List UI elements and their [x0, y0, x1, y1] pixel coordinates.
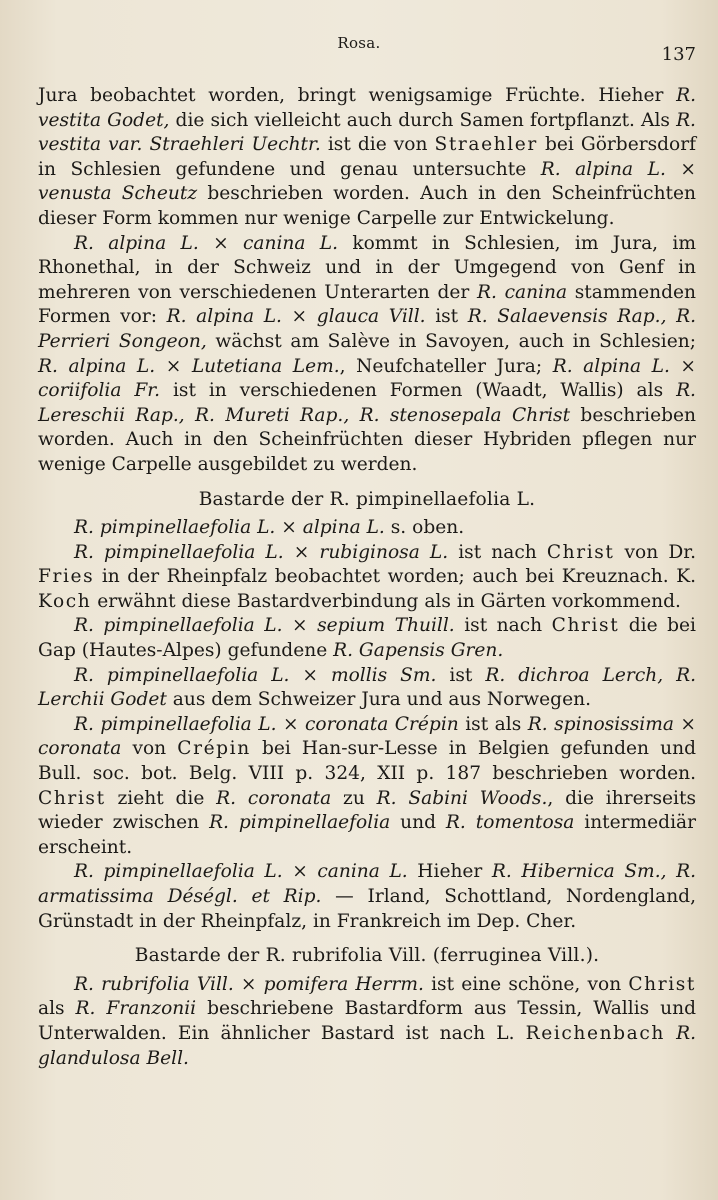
- taxon-name: R. vestita var. Straehleri Uechtr.: [38, 109, 696, 156]
- taxon-name: R. Lereschii Rap., R. Mureti Rap., R. stenosepala Christ: [38, 380, 696, 426]
- taxon-name: R. alpina L. × Lutetiana Lem.: [38, 355, 340, 377]
- text: Hieher: [407, 861, 492, 883]
- page-number: 137: [661, 44, 696, 65]
- author-name: Crépin: [177, 738, 251, 760]
- text: stammenden Formen vor:: [38, 281, 696, 328]
- text: aus dem Schweizer Jura und aus Norwegen.: [166, 689, 591, 711]
- taxon-name: R. tomentosa: [445, 812, 575, 834]
- taxon-name: R. Hibernica Sm., R. armatissima Déségl. et Rip.: [38, 861, 696, 907]
- text: [665, 1023, 676, 1044]
- taxon-name: R. alpina L. × canina L.: [74, 232, 339, 254]
- taxon-name: R. Gapensis Gren.: [333, 640, 504, 662]
- taxon-name: R. Franzonii: [75, 998, 197, 1020]
- text: zieht die: [105, 787, 217, 809]
- text: als: [38, 998, 76, 1020]
- running-head: Rosa.: [337, 34, 381, 52]
- text: beschrieben worden. Auch in den Scheinfrüchten dieser Form kommen nur wenige Carpelle zur Entwickelung.: [38, 183, 697, 229]
- taxon-name: R. glandulosa Bell.: [38, 1022, 696, 1069]
- section-heading-pimpinellaefolia: Bastarde der R. pimpinellaefolia L.: [198, 488, 536, 510]
- text: ist in verschiedenen Formen (Waadt, Wallis) als: [160, 380, 677, 402]
- text: — Irland, Schottland, Nordengland, Grünstadt in der Rheinpfalz, in Frankreich im Dep. Cher.: [38, 886, 696, 932]
- paragraph-4: [38, 541, 696, 615]
- taxon-name: R. Sabini Woods.: [376, 787, 548, 809]
- paragraph-1: [38, 84, 696, 232]
- author-name: Christ: [551, 615, 620, 637]
- text: die bei Gap (Hautes-Alpes) gefundene: [38, 615, 696, 662]
- taxon-name: R. alpina L. × venusta Scheutz: [38, 158, 696, 205]
- taxon-name: R. coronata: [216, 787, 332, 809]
- author-name: Reichenbach: [525, 1022, 665, 1044]
- text: beschrieben worden. Auch in den Scheinfrüchten dieser Hybriden pflegen nur wenige Carpelle ausgebildet zu werden.: [38, 404, 696, 475]
- paragraph-8: [38, 860, 696, 934]
- taxon-name: R. rubrifolia Vill. × pomifera Herrm.: [74, 973, 424, 995]
- paragraph-6: [38, 664, 696, 713]
- text: die sich vielleicht auch durch Samen fortpflanzt. Als: [169, 109, 677, 131]
- text: bei Han-sur-Lesse in Belgien gefunden und Bull. soc. bot. Belg. VIII p. 324, XII p. 187 beschrieben worden.: [38, 738, 696, 785]
- taxon-name: R. pimpinellaefolia L. × canina L.: [74, 861, 408, 883]
- taxon-name: R. pimpinellaefolia L. × rubiginosa L.: [74, 541, 449, 563]
- taxon-name: R. alpina L. × coriifolia Fr.: [38, 355, 697, 402]
- author-name: Fries: [38, 566, 95, 588]
- taxon-name: R. dichroa Lerch, R. Lerchii Godet: [38, 664, 696, 711]
- taxon-name: R. spinosissima × coronata: [38, 713, 696, 760]
- paragraph-7: [38, 713, 696, 861]
- taxon-name: R. vestita Godet,: [38, 85, 696, 131]
- text: von Dr.: [614, 541, 696, 563]
- text: , die ihrerseits wieder zwischen: [38, 787, 697, 834]
- author-name: Straehler: [434, 134, 538, 156]
- taxon-name: R. pimpinellaefolia: [209, 812, 391, 834]
- text: ist: [436, 664, 486, 686]
- text: in der Rheinpfalz beobachtet worden; auch bei Kreuznach. K.: [94, 566, 696, 588]
- text: und: [390, 812, 446, 834]
- text: ist nach: [448, 541, 547, 563]
- taxon-name: R. pimpinellaefolia L. × alpina L.: [74, 517, 385, 539]
- text: bei Görbersdorf in Schlesien gefundene und genau untersuchte: [38, 134, 696, 180]
- author-name: Christ: [628, 973, 696, 995]
- text: kommt in Schlesien, im Jura, im Rhonethal, in der Schweiz und in der Umgegend von Genf in mehreren von verschiedenen Unterarten der: [38, 232, 696, 303]
- author-name: Christ: [38, 787, 106, 809]
- taxon-name: R. pimpinellaefolia L. × coronata Crépin: [74, 713, 459, 735]
- text: ist nach: [454, 615, 552, 637]
- text: erwähnt diese Bastardverbindung als in Gärten vorkommend.: [91, 590, 681, 612]
- text: , Neufchateller Jura;: [339, 355, 553, 377]
- paragraph-3: [38, 516, 696, 541]
- author-name: Koch: [38, 590, 92, 612]
- text: ist eine schöne, von: [423, 973, 629, 995]
- taxon-name: R. canina: [476, 281, 568, 303]
- paragraph-2: [38, 232, 696, 478]
- page-body: [38, 84, 696, 1071]
- text: intermediär erscheint.: [38, 812, 696, 858]
- text: ist die von: [320, 134, 435, 156]
- section-heading-rubrifolia: Bastarde der R. rubrifolia Vill. (ferruginea Vill.).: [134, 945, 600, 967]
- taxon-name: R. alpina L. × glauca Vill.: [166, 306, 426, 328]
- text: ist als: [458, 713, 528, 735]
- text: ist: [425, 306, 468, 328]
- text: wächst am Salève in Savoyen, auch in Schlesien;: [206, 330, 696, 352]
- paragraph-5: [38, 614, 696, 663]
- text: zu: [331, 787, 377, 809]
- taxon-name: R. Salaevensis Rap., R. Perrieri Songeon,: [38, 306, 696, 352]
- paragraph-9: [38, 973, 696, 1071]
- text: von: [121, 738, 178, 760]
- text: s. oben.: [384, 517, 465, 539]
- author-name: Christ: [546, 541, 615, 563]
- taxon-name: R. pimpinellaefolia L. × sepium Thuill.: [74, 615, 455, 637]
- text: Jura beobachtet worden, bringt wenigsamige Früchte. Hieher: [38, 85, 677, 106]
- taxon-name: R. pimpinellaefolia L. × mollis Sm.: [74, 664, 437, 686]
- text: beschriebene Bastardform aus Tessin, Wallis und Unterwalden. Ein ähnlicher Bastard ist nach L.: [38, 998, 696, 1044]
